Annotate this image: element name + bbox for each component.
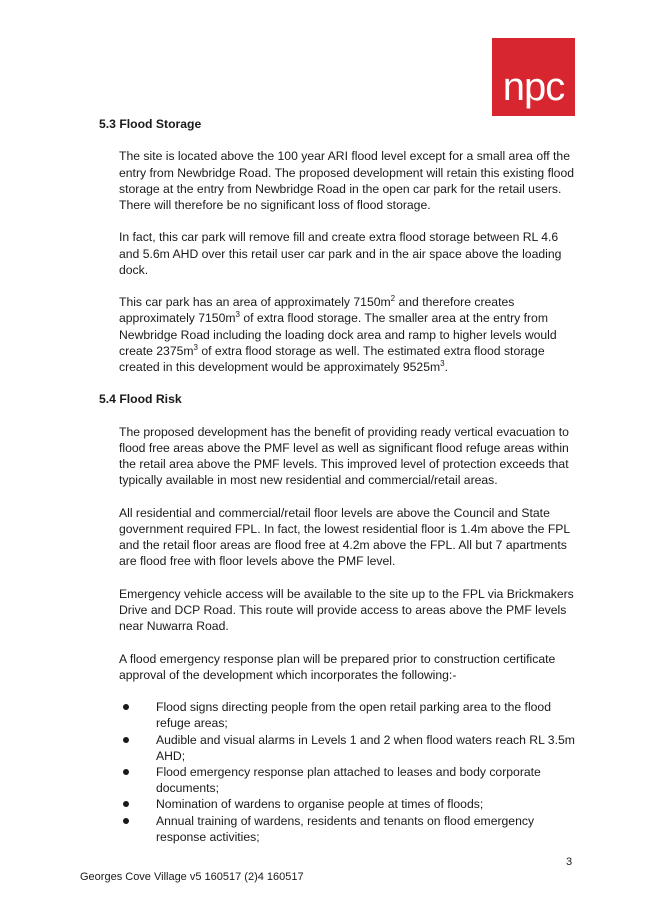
paragraph-flood-storage-areas: [119, 294, 579, 375]
paragraph: The proposed development has the benefit of providing ready vertical evacuation to flood free areas above the PMF level as well as significant flood refuge areas within the retail area above the PMF levels. This improved level of protection exceeds that typically available in most new residential and commercial/retail areas.: [119, 424, 569, 488]
list-item-text: Flood emergency response plan attached to leases and body corporate documents;: [156, 764, 541, 796]
superscript: 3: [193, 342, 198, 352]
bullet-icon: [123, 801, 129, 807]
text-run: of extra flood storage as well. The estimated extra flood storage created in this development would be approximately 9525m: [119, 343, 545, 374]
list-item-text: Flood signs directing people from the open retail parking area to the flood refuge areas;: [156, 700, 551, 731]
paragraph: Emergency vehicle access will be available to the site up to the FPL via Brickmakers Drive and DCP Road. This route will provide access to areas above the PMF levels near Nuwarra Road.: [119, 586, 574, 634]
text-run: .: [444, 360, 448, 374]
list-item: [119, 732, 579, 764]
section-heading-flood-risk: 5.4 Flood Risk: [99, 392, 182, 407]
text-run: and therefore creates approximately 7150m: [119, 295, 515, 326]
paragraph: All residential and commercial/retail floor levels are above the Council and State government required FPL. In fact, the lowest residential floor is 1.4m above the FPL and the retail floor areas are flood free at 4.2m above the FPL. All but 7 apartments are flood free with floor levels above the PMF level.: [119, 505, 570, 569]
superscript: 2: [390, 294, 396, 304]
paragraph: In fact, this car park will remove fill and create extra flood storage between RL 4.6 and 5.6m AHD over this retail user car park and in the air space above the loading dock.: [119, 230, 562, 277]
list-item: [119, 764, 579, 796]
npc-logo-text: npc: [502, 65, 565, 109]
bullet-list: [119, 699, 579, 845]
document-body: [99, 116, 579, 845]
superscript: 3: [235, 310, 240, 320]
section-heading-flood-storage: 5.3 Flood Storage: [99, 117, 202, 131]
paragraph: A flood emergency response plan will be prepared prior to construction certificate approval of the development which incorporates the following:-: [119, 651, 556, 682]
bullet-icon: [123, 818, 129, 824]
footer-text: Georges Cove Village v5 160517 (2)4 160517: [80, 871, 304, 883]
page-number: 3: [566, 856, 573, 868]
npc-logo: [492, 38, 575, 116]
list-item-text: Nomination of wardens to organise people at times of floods;: [156, 797, 484, 812]
superscript: 3: [440, 358, 445, 368]
bullet-icon: [123, 769, 129, 775]
paragraph: The site is located above the 100 year ARI flood level except for a small area off the entry from Newbridge Road. The proposed development will retain this existing flood storage at the entry from Newbridge Road in the open car park for the retail users. There will therefore be no significant loss of flood storage.: [119, 149, 575, 212]
list-item: [119, 813, 579, 845]
bullet-icon: [123, 704, 129, 710]
text-run: of extra flood storage. The smaller area at the entry from Newbridge Road including the loading dock area and ramp to higher levels would create 2375m: [119, 311, 557, 358]
list-item-text: Annual training of wardens, residents and tenants on flood emergency response activities;: [156, 813, 535, 844]
list-item-text: Audible and visual alarms in Levels 1 and 2 when flood waters reach RL 3.5m AHD;: [156, 732, 575, 763]
bullet-icon: [123, 737, 129, 743]
list-item: [119, 699, 579, 731]
text-run: This car park has an area of approximately 7150m: [119, 295, 391, 310]
list-item: [119, 796, 579, 812]
